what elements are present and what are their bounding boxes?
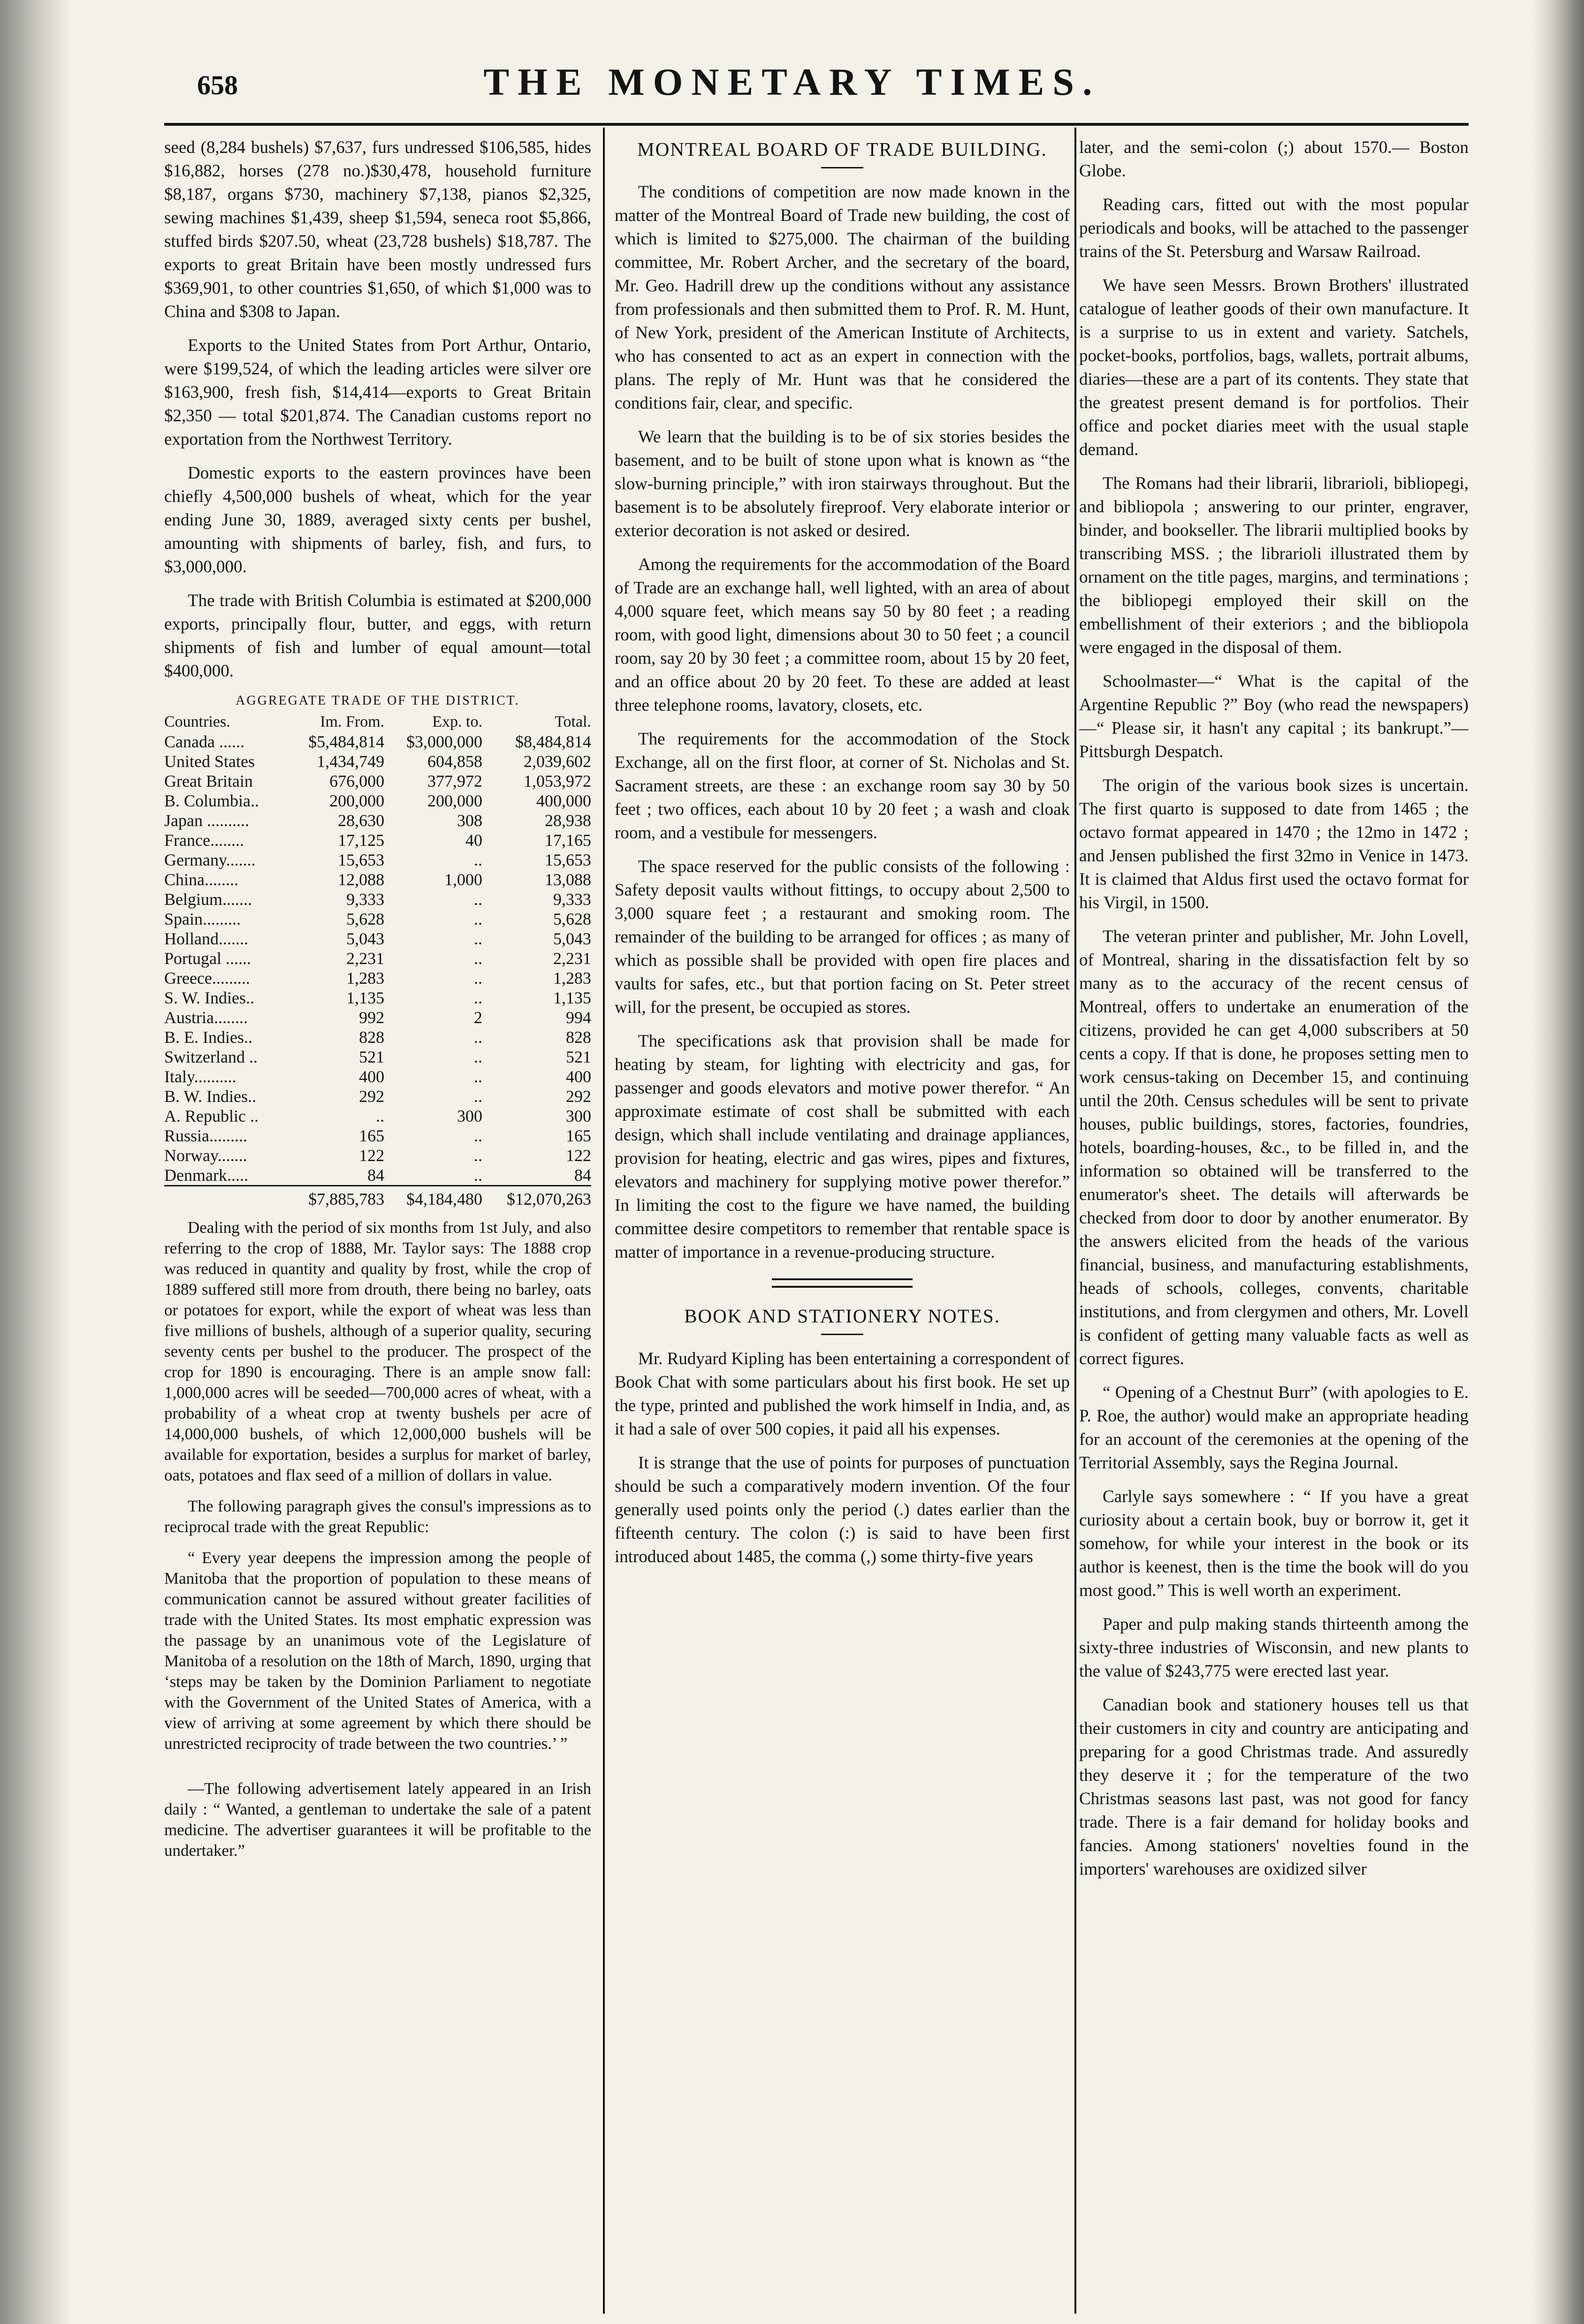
paragraph: Canadian book and stationery houses tell us that their customers in city and country are anticipating and preparing for a good Christmas trade. And assuredly they deserve it ; for the temperature of the two Christmas seasons last past, was not good for fancy trade. There is a fair demand for holiday books and fancies. Among stationers' novelties found in the importers' warehouses are oxidized silver: [1079, 1695, 1469, 1879]
table-row: [164, 929, 591, 949]
table-cell: B. E. Indies..: [164, 1028, 252, 1047]
paragraph: We learn that the building is to be of six stories besides the basement, and to be built of stone upon what is known as “the slow-burning principle,” with iron stairways throughout. But the basement is to be absolutely fireproof. Very elaborate interior or exterior decoration is not asked or desired.: [615, 427, 1070, 540]
table-cell: France........: [164, 831, 244, 850]
paragraph: Reading cars, fitted out with the most popular periodicals and books, will be attached to the passenger trains of the St. Petersburg and Warsaw Railroad.: [1079, 195, 1469, 261]
table-cell: ..: [473, 910, 482, 928]
table-cell: 300: [457, 1107, 482, 1125]
paragraph: We have seen Messrs. Brown Brothers' illustrated catalogue of leather goods of their own manufacture. It is a surprise to us in extent and variety. Satchels, pocket-books, portfolios, bags, wallets, portrait albums, diaries—these are a part of its contents. They state that the greatest present demand is for portfolios. Their office and pocket diaries meet with the usual staple demand.: [1079, 276, 1469, 459]
table-body: [164, 732, 591, 1209]
table-cell: 400: [359, 1067, 385, 1086]
table-row: [164, 909, 591, 929]
table-row: [164, 1027, 591, 1047]
table-cell: 2,039,602: [524, 752, 591, 771]
table-cell: 1,000: [444, 870, 482, 889]
paragraph: The space reserved for the public consists of the following : Safety deposit vaults without fittings, to occupy about 2,500 to 3,000 square feet ; a restaurant and smoking room. The remainder of the building to be arranged for offices ; as many of which as possible shall be provided with open fire places and vaults for safes, etc., but that portion facing on St. Peter street will, for the present, be occupied as stores.: [615, 857, 1070, 1017]
paragraph: The trade with British Columbia is estimated at $200,000 exports, principally flour, butter, and eggs, with return shipments of fish and lumber of equal amount—total $400,000.: [164, 591, 591, 681]
table-cell: Canada ......: [164, 732, 244, 751]
table-header-row: [164, 712, 591, 732]
table-cell: 17,165: [545, 831, 591, 850]
table-cell: 2,231: [553, 949, 591, 968]
table-row: [164, 1086, 591, 1106]
table-cell: 9,333: [553, 890, 591, 909]
paragraph: later, and the semi-colon (;) about 1570.— Boston Globe.: [1079, 138, 1469, 181]
heading-rule: [821, 167, 863, 168]
table-cell: ..: [473, 1048, 482, 1066]
table-cell: 292: [359, 1087, 385, 1106]
table-row: [164, 1047, 591, 1067]
table-cell: $7,885,783: [286, 1186, 384, 1209]
paragraph: Carlyle says somewhere : “ If you have a great curiosity about a certain book, buy or borrow it, get it somehow, for while your interest in the book or its author is keenest, then is the time the book will do you most good.” This is well worth an experiment.: [1079, 1487, 1469, 1600]
table-row: [164, 732, 591, 752]
table-cell: Italy..........: [164, 1067, 236, 1086]
table-cell: ..: [473, 1166, 482, 1185]
table-cell: ..: [473, 1146, 482, 1165]
column-divider-1: [603, 128, 605, 2314]
paragraph: It is strange that the use of points for purposes of punctuation should be such a comparatively modern invention. Of the four generally used points only the period (.) dates earlier than the fifteenth century. The colon (:) is said to have been first introduced about 1485, the comma (,) some thirty-five years: [615, 1453, 1070, 1566]
masthead-title: THE MONETARY TIMES.: [483, 61, 1101, 103]
table-caption: AGGREGATE TRADE OF THE DISTRICT.: [236, 693, 520, 708]
table-cell: 1,135: [346, 988, 385, 1007]
table-row: [164, 850, 591, 870]
table-cell: 828: [359, 1028, 385, 1047]
article-heading: MONTREAL BOARD OF TRADE BUILDING.: [637, 138, 1047, 160]
table-cell: $5,484,814: [308, 732, 385, 751]
trade-table: [164, 712, 591, 1209]
table-cell: 2,231: [346, 949, 385, 968]
table-cell: 13,088: [545, 870, 591, 889]
table-cell: $4,184,480: [384, 1186, 482, 1209]
table-cell: ..: [473, 851, 482, 869]
table-cell: United States: [164, 752, 255, 771]
article-heading: BOOK AND STATIONERY NOTES.: [684, 1305, 1000, 1327]
table-cell: 84: [574, 1166, 591, 1185]
paragraph: The requirements for the accommodation of the Stock Exchange, all on the first floor, at corner of St. Nicholas and St. Sacrament streets, are these : an exchange room say 30 by 50 feet ; two offices, each about 10 by 20 feet ; a wash and cloak room, and a vestibule for messengers.: [615, 729, 1070, 843]
table-cell: 300: [566, 1107, 591, 1125]
paragraph: Among the requirements for the accommodation of the Board of Trade are an exchange hall, well lighted, with an area of about 4,000 square feet, which means say 50 by 80 feet ; a reading room, with good light, dimensions about 30 to 50 feet ; a council room, say 20 by 30 feet ; a committee room, about 15 by 20 feet, and an office about 20 by 20 feet. To these are added at least three telephone rooms, lavatory, closets, etc.: [615, 555, 1070, 715]
table-cell: 28,938: [545, 811, 591, 830]
paragraph: Schoolmaster—“ What is the capital of the Argentine Republic ?” Boy (who read the newspapers)—“ Please sir, it hasn't any capital ; its bankrupt.”—Pittsburgh Despatch.: [1079, 672, 1469, 761]
table-row: [164, 949, 591, 968]
table-cell: 200,000: [329, 791, 385, 810]
table-cell: 400: [566, 1067, 591, 1086]
table-cell: 12,088: [338, 870, 385, 889]
paragraph: The conditions of competition are now made known in the matter of the Montreal Board of Trade new building, the cost of which is limited to $275,000. The chairman of the building committee, Mr. Robert Archer, and the secretary of the board, Mr. Geo. Hadrill drew up the conditions without any assistance from professionals and then submitted them to Prof. R. M. Hunt, of New York, president of the American Institute of Architects, who has consented to act as an expert in connection with the plans. The reply of Mr. Hunt was that he considered the conditions fair, clear, and specific.: [615, 182, 1070, 413]
table-cell: Belgium.......: [164, 890, 252, 909]
table-row: [164, 771, 591, 791]
left-binding-shadow: [0, 0, 70, 2324]
table-cell: Norway.......: [164, 1146, 247, 1165]
table-cell: ..: [473, 929, 482, 948]
table-cell: 1,053,972: [524, 772, 591, 790]
column-3: [1079, 136, 1469, 2315]
table-cell: Portugal ......: [164, 949, 251, 968]
table-cell: 9,333: [346, 890, 385, 909]
table-cell: 165: [359, 1126, 385, 1145]
paragraph: The origin of the various book sizes is uncertain. The first quarto is supposed to date from 1465 ; the octavo format appeared in 1470 ; the 12mo in 1472 ; and Jensen published the first 32mo in Venice in 1473. It is claimed that Aldus first used the octavo format for his Virgil, in 1500.: [1079, 776, 1469, 912]
table-cell: 828: [566, 1028, 591, 1047]
table-cell: 5,628: [346, 910, 385, 928]
table-cell: B. Columbia..: [164, 791, 259, 810]
table-row: [164, 889, 591, 909]
column-1: [164, 136, 591, 2315]
table-cell: 994: [566, 1008, 591, 1027]
heading-rule: [821, 1334, 863, 1335]
table-cell: 377,972: [427, 772, 482, 790]
table-cell: Great Britain: [164, 772, 253, 790]
table-cell: 1,283: [553, 969, 591, 987]
table-cell: 200,000: [427, 791, 482, 810]
table-cell: $8,484,814: [515, 732, 591, 751]
table-cell: 28,630: [338, 811, 385, 830]
table-row: [164, 830, 591, 850]
table-cell: Austria........: [164, 1008, 248, 1027]
column-header: Im. From.: [320, 713, 385, 730]
column-2: [615, 136, 1070, 2315]
table-cell: ..: [473, 1067, 482, 1086]
table-cell: 2: [473, 1008, 482, 1027]
column-header: Exp. to.: [432, 713, 482, 730]
table-cell: ..: [473, 969, 482, 987]
table-cell: S. W. Indies..: [164, 988, 255, 1007]
table-cell: ..: [473, 988, 482, 1007]
table-cell: ..: [473, 949, 482, 968]
table-cell: Denmark.....: [164, 1166, 248, 1185]
paragraph: Mr. Rudyard Kipling has been entertaining a correspondent of Book Chat with some particulars about his first book. He set up the type, printed and published the work himself in India, and, as it had a sale of over 500 copies, it paid all his expenses.: [615, 1349, 1070, 1439]
paragraph: —The following advertisement lately appeared in an Irish daily : “ Wanted, a gentleman to undertake the sale of a patent medicine. The advertiser guarantees it will be profitable to the undertaker.”: [164, 1779, 591, 1860]
table-cell: 17,125: [338, 831, 385, 850]
paragraph: The Romans had their librarii, librarioli, bibliopegi, and bibliopola ; answering to our printer, engraver, binder, and bookseller. The librarii multiplied books by transcribing MSS. ; the librarioli illustrated them by ornament on the title pages, margins, and terminations ; the bibliopegi employed their skill on the embellishment of their exteriors ; and the bibliopola were engaged in the disposal of them.: [1079, 474, 1469, 657]
table-row: [164, 988, 591, 1008]
table-cell: 122: [566, 1146, 591, 1165]
section-divider: [772, 1278, 913, 1288]
table-cell: 165: [566, 1126, 591, 1145]
table-cell: $3,000,000: [406, 732, 482, 751]
table-cell: [164, 1186, 286, 1209]
paragraph: The veteran printer and publisher, Mr. John Lovell, of Montreal, sharing in the dissatisfaction felt by so many as to the accuracy of the recent census of Montreal, offers to undertake an enumeration of the citizens, provided he can get 4,000 subscribers at 50 cents a copy. If that is done, he proposes setting men to work census-taking on December 15, and continuing until the 20th. Census schedules will be sent to private houses, public buildings, stores, factories, foundries, hotels, boarding-houses, &c., to be filled in, and the information so obtained will be transferred to the enumerator's sheet. The details will afterwards be checked from door to door by another enumerator. By the answers elicited from the heads of the various financial, business, and manufacturing establishments, heads of schools, colleges, convents, charitable institutions, and from clergymen and others, Mr. Lovell is confident of getting many valuable facts as well as correct figures.: [1079, 927, 1469, 1368]
table-cell: 84: [367, 1166, 385, 1185]
right-page-edge: [1532, 0, 1584, 2324]
table-cell: 1,434,749: [317, 752, 385, 771]
table-cell: China........: [164, 870, 238, 889]
table-cell: Japan ..........: [164, 811, 249, 830]
table-cell: Greece.........: [164, 969, 250, 987]
paragraph: Domestic exports to the eastern provinces have been chiefly 4,500,000 bushels of wheat, which for the year ending June 30, 1889, averaged sixty cents per bushel, amounting with shipments of barley, fish, and furs, to $3,000,000.: [164, 463, 591, 577]
table-cell: ..: [473, 1087, 482, 1106]
table-cell: 992: [359, 1008, 385, 1027]
paragraph: Paper and pulp making stands thirteenth among the sixty-three industries of Wisconsin, and new plants to the value of $243,775 were erected last year.: [1079, 1615, 1469, 1681]
table-row: [164, 1126, 591, 1146]
table-cell: 5,043: [346, 929, 385, 948]
paragraph: seed (8,284 bushels) $7,637, furs undressed $106,585, hides $16,882, horses (278 no.)$30,478, household furniture $8,187, organs $730, machinery $7,138, pianos $2,325, sewing machines $1,439, sheep $1,594, seneca root $5,866, stuffed birds $207.50, wheat (23,728 bushels) $18,787. The exports to great Britain have been mostly undressed furs $369,901, to other countries $1,650, of which $1,000 was to China and $308 to Japan.: [164, 138, 591, 321]
table-cell: 122: [359, 1146, 385, 1165]
table-cell: ..: [473, 1028, 482, 1047]
table-cell: 5,628: [553, 910, 591, 928]
table-cell: 676,000: [329, 772, 385, 790]
table-cell: B. W. Indies..: [164, 1087, 257, 1106]
paragraph: The following paragraph gives the consul's impressions as to reciprocal trade with the great Republic:: [164, 1497, 591, 1536]
table-cell: $12,070,263: [482, 1186, 591, 1209]
table-row: [164, 1106, 591, 1126]
table-cell: ..: [376, 1107, 385, 1125]
page-number: 658: [197, 70, 238, 100]
table-row: [164, 752, 591, 771]
table-row: [164, 870, 591, 889]
table-cell: 308: [457, 811, 482, 830]
table-cell: Switzerland ..: [164, 1048, 258, 1066]
table-cell: 1,283: [346, 969, 385, 987]
table-cell: Germany.......: [164, 851, 256, 869]
table-cell: 40: [465, 831, 482, 850]
table-cell: ..: [473, 890, 482, 909]
paragraph: The specifications ask that provision shall be made for heating by steam, for lighting with electricity and gas, for passenger and goods elevators and motive power therefor. “ An approximate estimate of cost shall be submitted with each design, which shall include ventilating and drainage appliances, provision for heating, electric and gas wires, pipes and fixtures, elevators and machinery for supplying motive power therefor.” In limiting the cost to the figure we have named, the building committee desire competitors to remember that rentable space is matter of importance in a revenue-producing structure.: [615, 1032, 1070, 1262]
paragraph: “ Opening of a Chestnut Burr” (with apologies to E. P. Roe, the author) would make an appropriate heading for an account of the ceremonies at the opening of the Territorial Assembly, says the Regina Journal.: [1079, 1383, 1469, 1473]
quotation: “ Every year deepens the impression among the people of Manitoba that the proportion of population to these means of communication cannot be assured without greater facilities of trade with the United States. Its most emphatic expression was the passage by an unanimous vote of the Legislature of Manitoba of a resolution on the 18th of March, 1890, urging that ‘steps may be taken by the Dominion Parliament to negotiate with the Government of the United States of America, with a view of arriving at some agreement by which there should be unrestricted reciprocity of trade between the two countries.’ ”: [164, 1549, 591, 1753]
table-cell: Spain.........: [164, 910, 241, 928]
table-cell: 1,135: [553, 988, 591, 1007]
paragraph: Exports to the United States from Port Arthur, Ontario, were $199,524, of which the leading articles were silver ore $163,900, fresh fish, $14,414—exports to Great Britain $2,350 — total $201,874. The Canadian customs report no exportation from the Northwest Territory.: [164, 336, 591, 449]
table-total-row: [164, 1186, 591, 1209]
table-cell: Russia.........: [164, 1126, 248, 1145]
table-row: [164, 811, 591, 830]
table-cell: Holland.......: [164, 929, 248, 948]
table-row: [164, 968, 591, 988]
table-cell: A. Republic ..: [164, 1107, 259, 1125]
table-cell: 521: [359, 1048, 385, 1066]
table-row: [164, 1165, 591, 1186]
table-cell: 604,858: [427, 752, 482, 771]
table-cell: 15,653: [338, 851, 385, 869]
table-row: [164, 791, 591, 811]
table-cell: ..: [473, 1126, 482, 1145]
header-rule: [164, 123, 1469, 126]
table-row: [164, 1146, 591, 1165]
table-cell: 5,043: [553, 929, 591, 948]
table-cell: 292: [566, 1087, 591, 1106]
table-row: [164, 1008, 591, 1027]
table-cell: 15,653: [545, 851, 591, 869]
column-header: Total.: [555, 713, 591, 730]
column-header: Countries.: [164, 713, 230, 730]
table-cell: 521: [566, 1048, 591, 1066]
table-cell: 400,000: [536, 791, 591, 810]
page-header: [0, 60, 1584, 116]
column-divider-2: [1074, 128, 1076, 2314]
paragraph: Dealing with the period of six months from 1st July, and also referring to the crop of 1888, Mr. Taylor says: The 1888 crop was reduced in quantity and quality by frost, while the crop of 1889 suffered still more from drouth, there being no barley, oats or potatoes for export, while the export of wheat was less than five millions of bushels, although of a superior quality, securing seventy cents per bushel to the producer. The prospect of the crop for 1890 is encouraging. There is an ample snow fall: 1,000,000 acres will be seeded—700,000 acres of wheat, with a probability of a wheat crop at twenty bushels per acre of 14,000,000 bushels, of which 12,000,000 bushels will be available for exportation, besides a surplus for market of barley, oats, potatoes and flax seed of a million of dollars in value.: [164, 1218, 591, 1484]
table-row: [164, 1067, 591, 1086]
